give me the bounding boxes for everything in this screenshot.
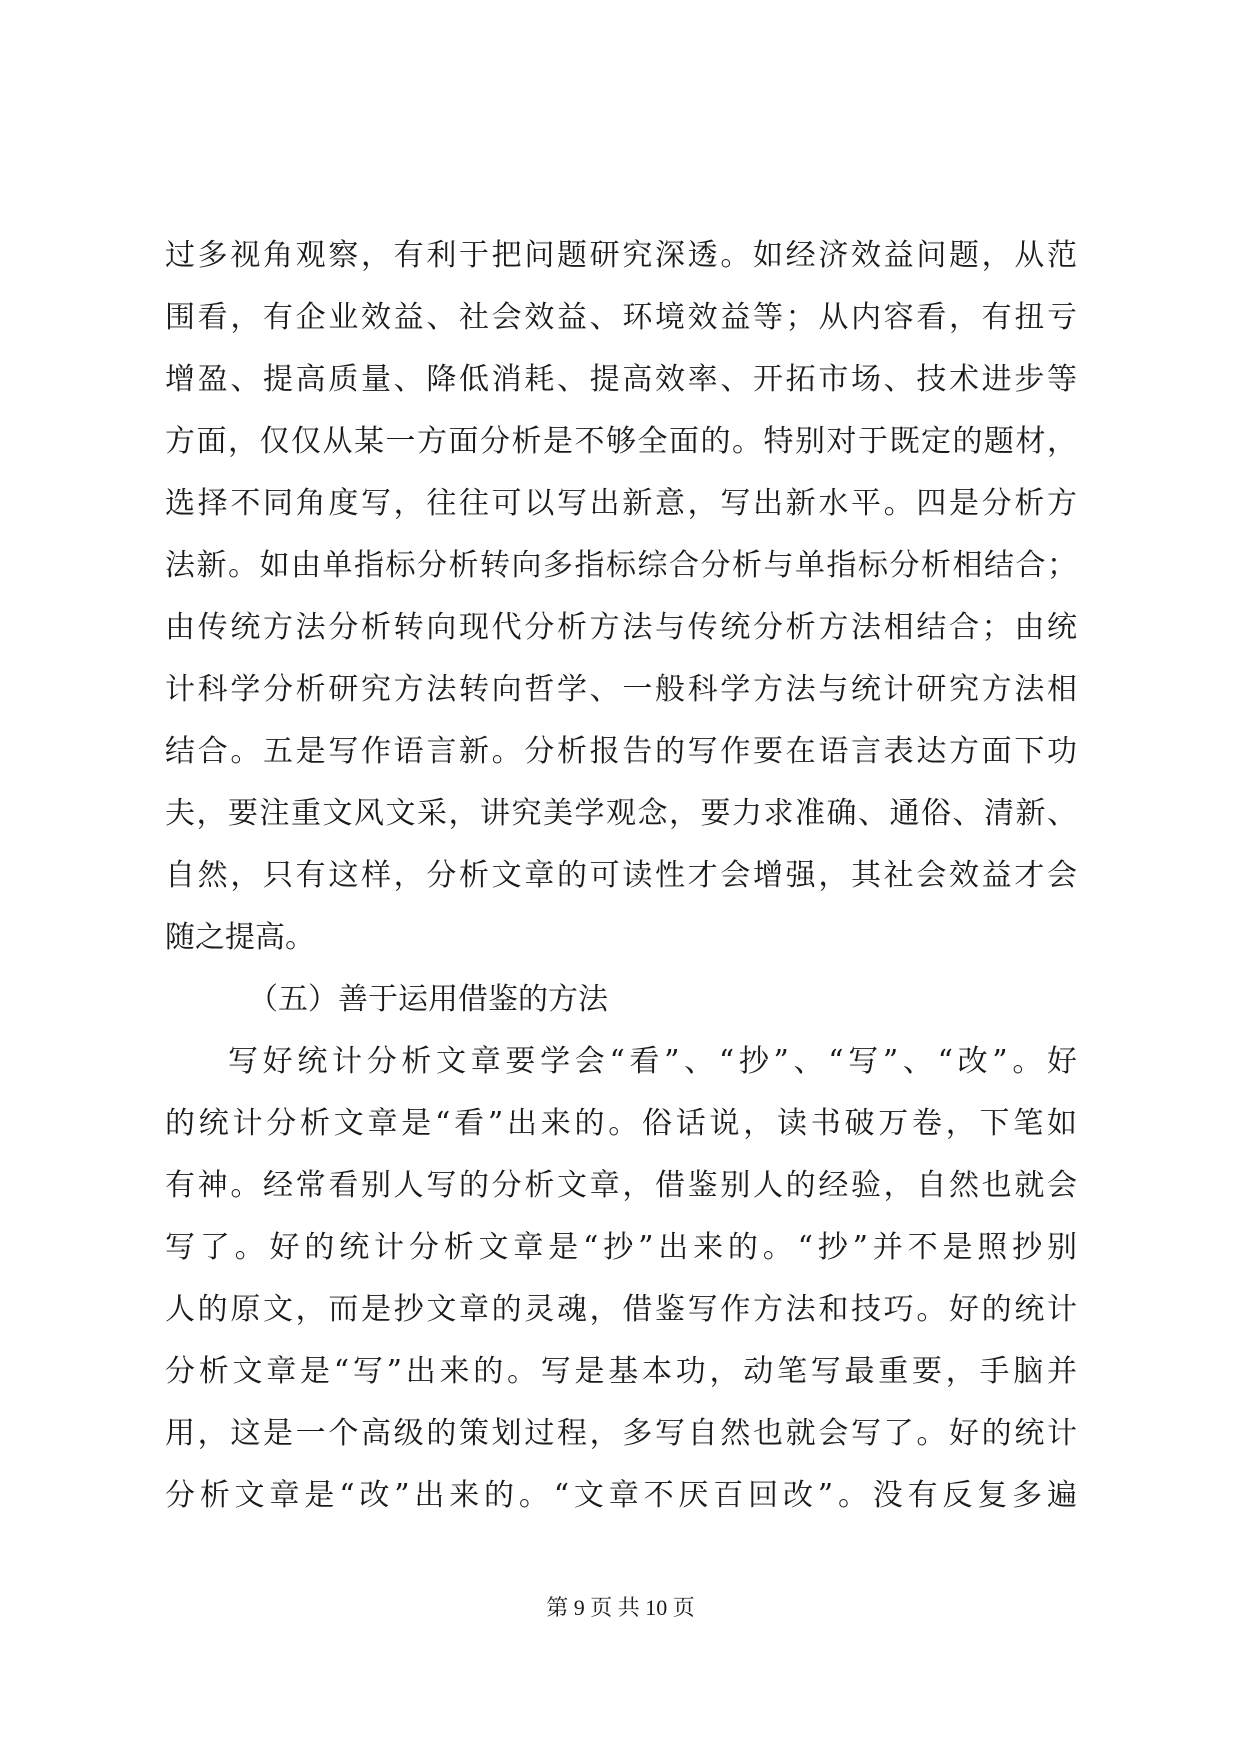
body-text-line: 写了。好的统计分析文章是“抄”出来的。“抄”并不是照抄别 — [165, 1230, 1077, 1265]
body-text-line: 分析文章是“改”出来的。“文章不厌百回改”。没有反复多遍 — [165, 1478, 1077, 1513]
body-text-line: 结合。五是写作语言新。分析报告的写作要在语言表达方面下功 — [165, 734, 1077, 769]
body-text-line: 的统计分析文章是“看”出来的。俗话说，读书破万卷，下笔如 — [165, 1106, 1077, 1141]
body-text-line: 有神。经常看别人写的分析文章，借鉴别人的经验，自然也就会 — [165, 1168, 1077, 1203]
body-text-line: 随之提高。 — [165, 920, 315, 955]
body-text-line: 法新。如由单指标分析转向多指标综合分析与单指标分析相结合； — [165, 548, 1077, 583]
body-text-line: 方面，仅仅从某一方面分析是不够全面的。特别对于既定的题材， — [165, 424, 1077, 459]
body-text-line: 人的原文，而是抄文章的灵魂，借鉴写作方法和技巧。好的统计 — [165, 1292, 1077, 1327]
body-text-line: 增盈、提高质量、降低消耗、提高效率、开拓市场、技术进步等 — [165, 362, 1077, 397]
page-number-footer: 第 9 页 共 10 页 — [546, 1595, 695, 1620]
body-text-line: 自然，只有这样，分析文章的可读性才会增强，其社会效益才会 — [165, 858, 1077, 893]
body-text-line: 写好统计分析文章要学会“看”、“抄”、“写”、“改”。好 — [228, 1044, 1077, 1079]
body-text-line: 计科学分析研究方法转向哲学、一般科学方法与统计研究方法相 — [165, 672, 1077, 707]
section-heading: （五）善于运用借鉴的方法 — [248, 982, 608, 1017]
body-text-line: 由传统方法分析转向现代分析方法与传统分析方法相结合；由统 — [165, 610, 1077, 645]
body-text-line: 分析文章是“写”出来的。写是基本功，动笔写最重要，手脑并 — [165, 1354, 1077, 1389]
body-text-line: 夫，要注重文风文采，讲究美学观念，要力求准确、通俗、清新、 — [165, 796, 1077, 831]
body-text-line: 过多视角观察，有利于把问题研究深透。如经济效益问题，从范 — [165, 238, 1077, 273]
body-text-line: 选择不同角度写，往往可以写出新意，写出新水平。四是分析方 — [165, 486, 1077, 521]
body-text-line: 围看，有企业效益、社会效益、环境效益等；从内容看，有扭亏 — [165, 300, 1077, 335]
body-text-line: 用，这是一个高级的策划过程，多写自然也就会写了。好的统计 — [165, 1416, 1077, 1451]
